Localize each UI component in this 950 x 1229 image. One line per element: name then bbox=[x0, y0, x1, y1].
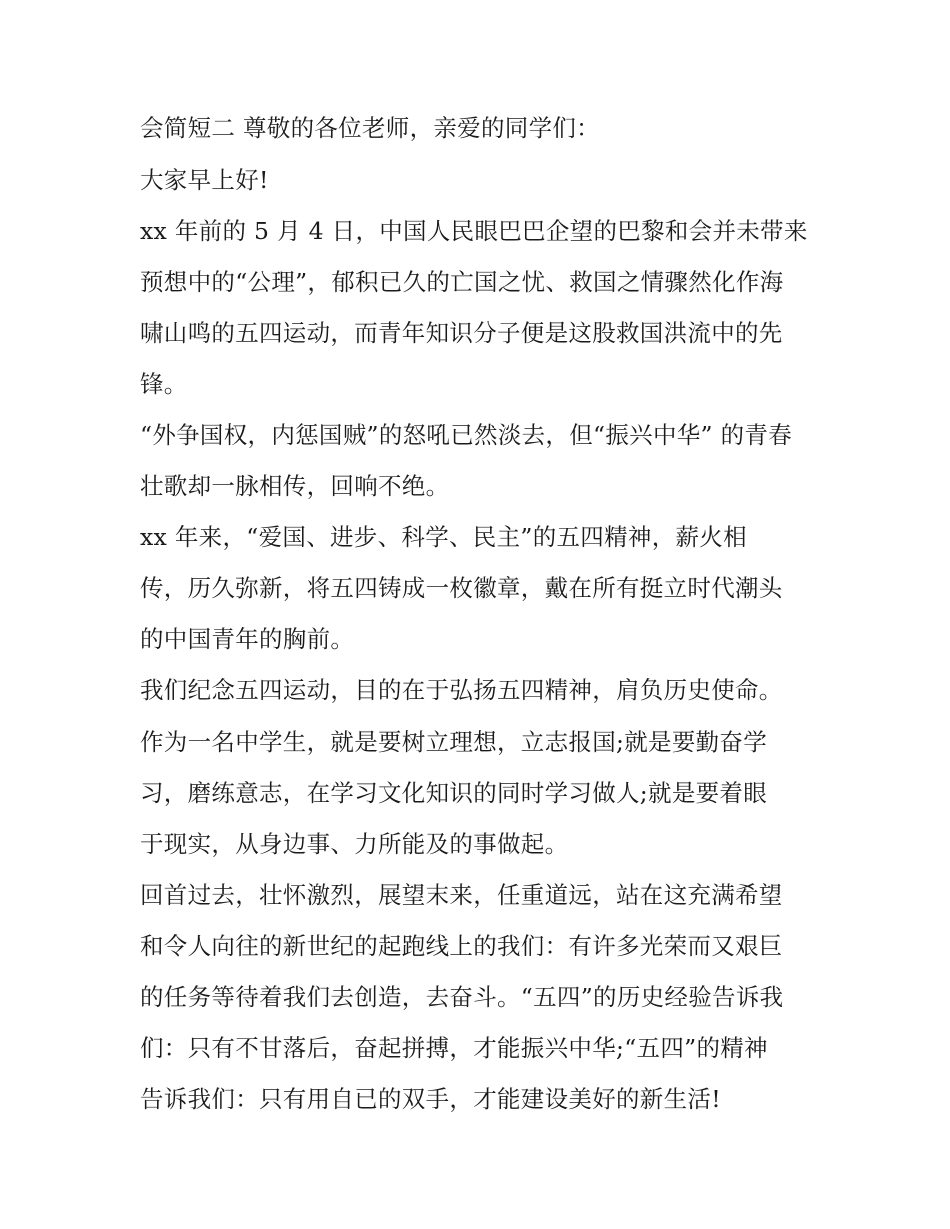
text-line: 和令人向往的新世纪的起跑线上的我们：有许多光荣而又艰巨 bbox=[140, 932, 783, 960]
text-line: 锋。 bbox=[140, 370, 188, 398]
text-line: 壮歌却一脉相传，回响不绝。 bbox=[140, 472, 450, 500]
text-line: 作为一名中学生，就是要树立理想，立志报国;就是要勤奋学 bbox=[140, 728, 768, 756]
text-line: 预想中的“公理”，郁积已久的亡国之忧、救国之情骤然化作海 bbox=[140, 268, 784, 296]
text-line: 们：只有不甘落后，奋起拼搏，才能振兴中华;“五四”的精神 bbox=[140, 1034, 768, 1062]
text-line: 传，历久弥新，将五四铸成一枚徽章，戴在所有挺立时代潮头 bbox=[140, 574, 783, 602]
text-line: 回首过去，壮怀激烈，展望末来，任重道远，站在这充满希望 bbox=[140, 881, 783, 909]
text-line: 的任务等待着我们去创造，去奋斗。“五四”的历史经验告诉我 bbox=[140, 983, 784, 1011]
text-line: 大家早上好! bbox=[140, 166, 269, 194]
text-line: 会简短二 尊敬的各位老师，亲爱的同学们： bbox=[140, 114, 600, 142]
text-line: 的中国青年的胸前。 bbox=[140, 625, 355, 653]
text-line: “外争国权，内惩国贼”的怒吼已然淡去，但“振兴中华” 的青春 bbox=[140, 421, 793, 449]
text-line: 告诉我们：只有用自已的双手，才能建设美好的新生活! bbox=[140, 1085, 721, 1113]
text-line: xx 年前的 5 月 4 日，中国人民眼巴巴企望的巴黎和会并未带来 bbox=[140, 217, 808, 245]
text-line: 我们纪念五四运动，目的在于弘扬五四精神，肩负历史使命。 bbox=[140, 676, 783, 704]
text-line: 于现实，从身边事、力所能及的事做起。 bbox=[140, 830, 569, 858]
text-line: 啸山鸣的五四运动，而青年知识分子便是这股救国洪流中的先 bbox=[140, 319, 783, 347]
text-line: xx 年来，“爱国、进步、科学、民主”的五四精神，薪火相 bbox=[140, 523, 747, 551]
text-line: 习，磨练意志，在学习文化知识的同时学习做人;就是要着眼 bbox=[140, 779, 768, 807]
